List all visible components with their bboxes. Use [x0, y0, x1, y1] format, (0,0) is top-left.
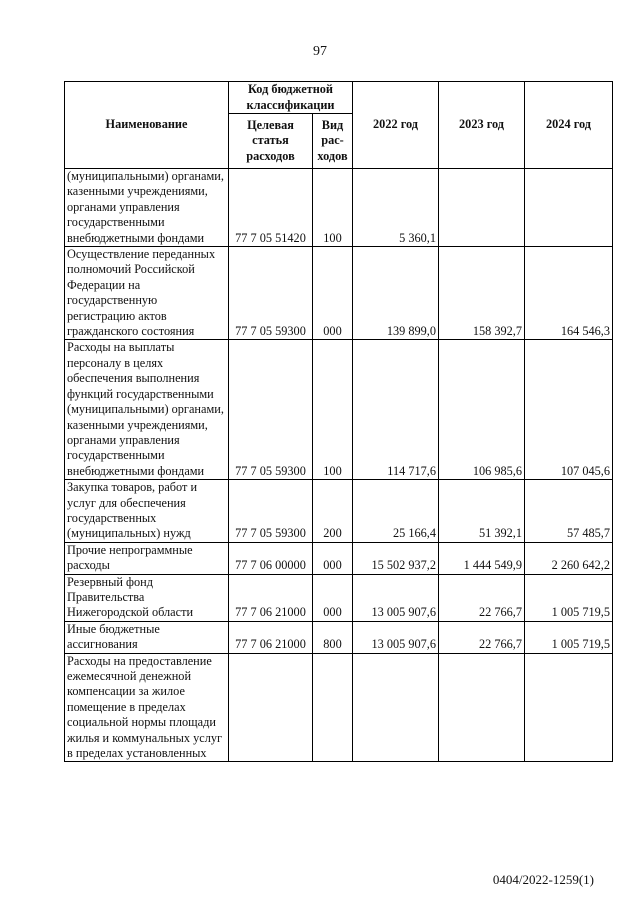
row-value-2023: 158 392,7 — [439, 247, 525, 340]
row-expense-type: 000 — [313, 574, 353, 621]
page-number: 97 — [313, 44, 327, 59]
row-target-code: 77 7 06 21000 — [229, 621, 313, 653]
table-body — [65, 169, 613, 762]
row-value-2023 — [439, 653, 525, 762]
row-name: Иные бюджетные ассигнования — [65, 621, 229, 653]
row-value-2024: 1 005 719,5 — [525, 621, 613, 653]
row-value-2024 — [525, 653, 613, 762]
row-value-2022: 13 005 907,6 — [353, 621, 439, 653]
row-value-2023: 106 985,6 — [439, 340, 525, 480]
table-row — [65, 169, 613, 247]
row-value-2024: 57 485,7 — [525, 480, 613, 543]
table-row — [65, 621, 613, 653]
header-target: Целевая статья расходов — [229, 114, 313, 169]
row-value-2022: 25 166,4 — [353, 480, 439, 543]
row-target-code — [229, 653, 313, 762]
row-expense-type: 000 — [313, 247, 353, 340]
table-row — [65, 653, 613, 762]
row-target-code: 77 7 05 59300 — [229, 340, 313, 480]
table-row — [65, 480, 613, 543]
row-value-2022: 114 717,6 — [353, 340, 439, 480]
row-value-2022: 13 005 907,6 — [353, 574, 439, 621]
table-header — [65, 82, 613, 169]
row-expense-type: 100 — [313, 340, 353, 480]
row-name: Прочие непрограммные расходы — [65, 542, 229, 574]
row-target-code: 77 7 05 59300 — [229, 480, 313, 543]
row-value-2022: 15 502 937,2 — [353, 542, 439, 574]
row-target-code: 77 7 05 51420 — [229, 169, 313, 247]
row-value-2023: 1 444 549,9 — [439, 542, 525, 574]
row-value-2022 — [353, 653, 439, 762]
row-value-2022: 5 360,1 — [353, 169, 439, 247]
row-value-2023: 22 766,7 — [439, 621, 525, 653]
row-value-2023: 51 392,1 — [439, 480, 525, 543]
budget-table — [64, 81, 613, 762]
row-name: Расходы на предоставление ежемесячной денежной компенсации за жилое помещение в пределах социальной нормы площади жилья и коммунальных услуг в пределах установленных — [65, 653, 229, 762]
row-value-2024: 107 045,6 — [525, 340, 613, 480]
row-value-2023 — [439, 169, 525, 247]
row-name: Расходы на выплаты персоналу в целях обеспечения выполнения функций государственными (муниципальными) органами, казенными учреждениями, органами управления государственными внебюджетными фондами — [65, 340, 229, 480]
row-target-code: 77 7 06 00000 — [229, 542, 313, 574]
header-type: Вид рас-ходов — [313, 114, 353, 169]
row-value-2022: 139 899,0 — [353, 247, 439, 340]
header-2024: 2024 год — [525, 82, 613, 169]
header-name: Наименование — [65, 82, 229, 169]
row-value-2024: 1 005 719,5 — [525, 574, 613, 621]
row-value-2024: 2 260 642,2 — [525, 542, 613, 574]
header-2023: 2023 год — [439, 82, 525, 169]
row-value-2023: 22 766,7 — [439, 574, 525, 621]
row-value-2024 — [525, 169, 613, 247]
row-expense-type — [313, 653, 353, 762]
document-code: 0404/2022-1259(1) — [492, 872, 594, 887]
row-expense-type: 800 — [313, 621, 353, 653]
row-name: Закупка товаров, работ и услуг для обеспечения государственных (муниципальных) нужд — [65, 480, 229, 543]
header-2022: 2022 год — [353, 82, 439, 169]
row-target-code: 77 7 06 21000 — [229, 574, 313, 621]
row-name: (муниципальными) органами, казенными учреждениями, органами управления государственными внебюджетными фондами — [65, 169, 229, 247]
header-code-group: Код бюджетной классификации — [229, 82, 353, 114]
row-name: Резервный фонд Правительства Нижегородской области — [65, 574, 229, 621]
row-target-code: 77 7 05 59300 — [229, 247, 313, 340]
table-row — [65, 542, 613, 574]
row-name: Осуществление переданных полномочий Российской Федерации на государственную регистрацию актов гражданского состояния — [65, 247, 229, 340]
table-row — [65, 574, 613, 621]
row-expense-type: 100 — [313, 169, 353, 247]
row-expense-type: 200 — [313, 480, 353, 543]
row-value-2024: 164 546,3 — [525, 247, 613, 340]
row-expense-type: 000 — [313, 542, 353, 574]
table-row — [65, 340, 613, 480]
table-row — [65, 247, 613, 340]
